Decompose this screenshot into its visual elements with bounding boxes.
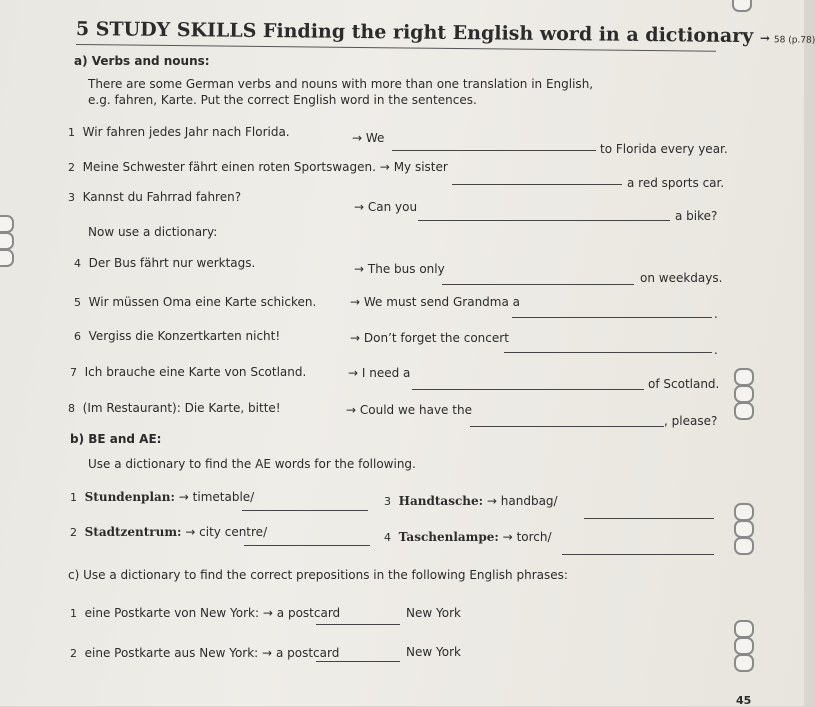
arrow-icon: → <box>502 530 513 544</box>
binder-hole <box>734 385 754 403</box>
exercise-item: 4 Der Bus fährt nur werktags. <box>74 256 256 270</box>
section-a-intro-line2: e.g. fahren, Karte. Put the correct English word in the sentences. <box>88 93 477 107</box>
exercise-item-end: New York <box>406 606 461 620</box>
exercise-item-start: → Can you <box>354 200 418 214</box>
binder-hole <box>734 520 754 538</box>
answer-blank[interactable] <box>392 150 596 151</box>
exercise-item-end: . <box>714 307 718 321</box>
answer-blank[interactable] <box>504 352 712 353</box>
arrow-icon: → <box>262 606 273 620</box>
exercise-item-start: → We <box>352 131 385 145</box>
exercise-item: 7 Ich brauche eine Karte von Scotland. <box>70 365 307 379</box>
exercise-item-end: to Florida every year. <box>600 142 728 156</box>
exercise-item-start: → Could we have the <box>346 403 472 417</box>
exercise-item-end: , please? <box>664 414 718 428</box>
page-title: 5 STUDY SKILLS Finding the right English word in a dictionary → 58 (p.78) <box>75 18 815 48</box>
arrow-icon: → <box>348 366 359 380</box>
exercise-item: 2 Stadtzentrum: → city centre/ <box>70 525 268 539</box>
section-c-heading: c) Use a dictionary to find the correct prepositions in the following English phrases: <box>68 568 568 582</box>
arrow-icon: → <box>262 646 273 660</box>
exercise-item-start: → I need a <box>348 366 411 380</box>
binder-hole <box>734 368 754 386</box>
exercise-item-end: of Scotland. <box>648 377 720 391</box>
exercise-item: 4 Taschenlampe: → torch/ <box>384 530 552 544</box>
answer-blank[interactable] <box>584 518 714 519</box>
binder-hole <box>0 249 14 267</box>
binder-hole <box>0 232 14 250</box>
exercise-item: 1 Wir fahren jedes Jahr nach Florida. <box>68 125 290 139</box>
answer-blank[interactable] <box>470 426 664 427</box>
exercise-item-end: New York <box>406 645 461 659</box>
page-reference: 58 (p.78) <box>773 35 815 46</box>
page-number: 45 <box>736 694 752 707</box>
exercise-item-start: → Don’t forget the concert <box>350 331 509 345</box>
exercise-item-start: → The bus only <box>354 262 445 276</box>
exercise-item-end: . <box>714 343 718 357</box>
arrow-icon: → <box>178 490 189 504</box>
section-a-intro-line1: There are some German verbs and nouns with more than one translation in English, <box>88 77 594 91</box>
answer-blank[interactable] <box>452 184 622 185</box>
exercise-item: 2 Meine Schwester fährt einen roten Sportswagen. → My sister <box>68 160 448 174</box>
section-b-instruction: Use a dictionary to find the AE words for the following. <box>88 457 416 471</box>
binder-hole <box>0 215 14 233</box>
binder-hole <box>734 654 754 672</box>
dictionary-prompt: Now use a dictionary: <box>88 225 218 239</box>
answer-blank[interactable] <box>442 284 634 285</box>
arrow-icon: → <box>350 295 361 309</box>
arrow-icon: → <box>185 525 196 539</box>
binder-hole <box>732 0 752 12</box>
arrow-icon: → <box>350 331 361 345</box>
binder-hole <box>734 637 754 655</box>
exercise-item: 6 Vergiss die Konzertkarten nicht! <box>74 329 281 343</box>
answer-blank[interactable] <box>242 510 368 511</box>
answer-blank[interactable] <box>412 389 644 390</box>
exercise-item: 1 Stundenplan: → timetable/ <box>70 490 255 504</box>
arrow-icon: → <box>354 200 365 214</box>
exercise-item: 1 eine Postkarte von New York: → a postcard <box>70 606 341 620</box>
exercise-item: 8 (Im Restaurant): Die Karte, bitte! <box>68 401 281 415</box>
answer-blank[interactable] <box>316 661 400 662</box>
binder-hole <box>734 620 754 638</box>
arrow-icon: → <box>346 403 357 417</box>
arrow-icon: → <box>486 494 497 508</box>
exercise-item-end: a bike? <box>675 209 718 223</box>
answer-blank[interactable] <box>562 554 714 555</box>
exercise-item: 2 eine Postkarte aus New York: → a postcard <box>70 646 340 660</box>
answer-blank[interactable] <box>418 220 670 221</box>
exercise-item: 3 Handtasche: → handbag/ <box>384 494 558 508</box>
answer-blank[interactable] <box>244 545 370 546</box>
answer-blank[interactable] <box>316 624 400 625</box>
arrow-icon: → <box>379 160 390 174</box>
exercise-item-end: a red sports car. <box>627 176 725 190</box>
arrow-icon: → <box>759 31 771 46</box>
exercise-item-end: on weekdays. <box>640 271 723 285</box>
section-a-heading: a) Verbs and nouns: <box>74 54 210 68</box>
arrow-icon: → <box>352 131 363 145</box>
answer-blank[interactable] <box>512 317 712 318</box>
binder-hole <box>734 537 754 555</box>
exercise-item: 5 Wir müssen Oma eine Karte schicken. <box>74 295 317 309</box>
exercise-item-start: → We must send Grandma a <box>350 295 521 309</box>
arrow-icon: → <box>354 262 365 276</box>
binder-hole <box>734 402 754 420</box>
exercise-item: 3 Kannst du Fahrrad fahren? <box>68 190 242 204</box>
section-b-heading: b) BE and AE: <box>70 432 162 446</box>
binder-hole <box>734 503 754 521</box>
